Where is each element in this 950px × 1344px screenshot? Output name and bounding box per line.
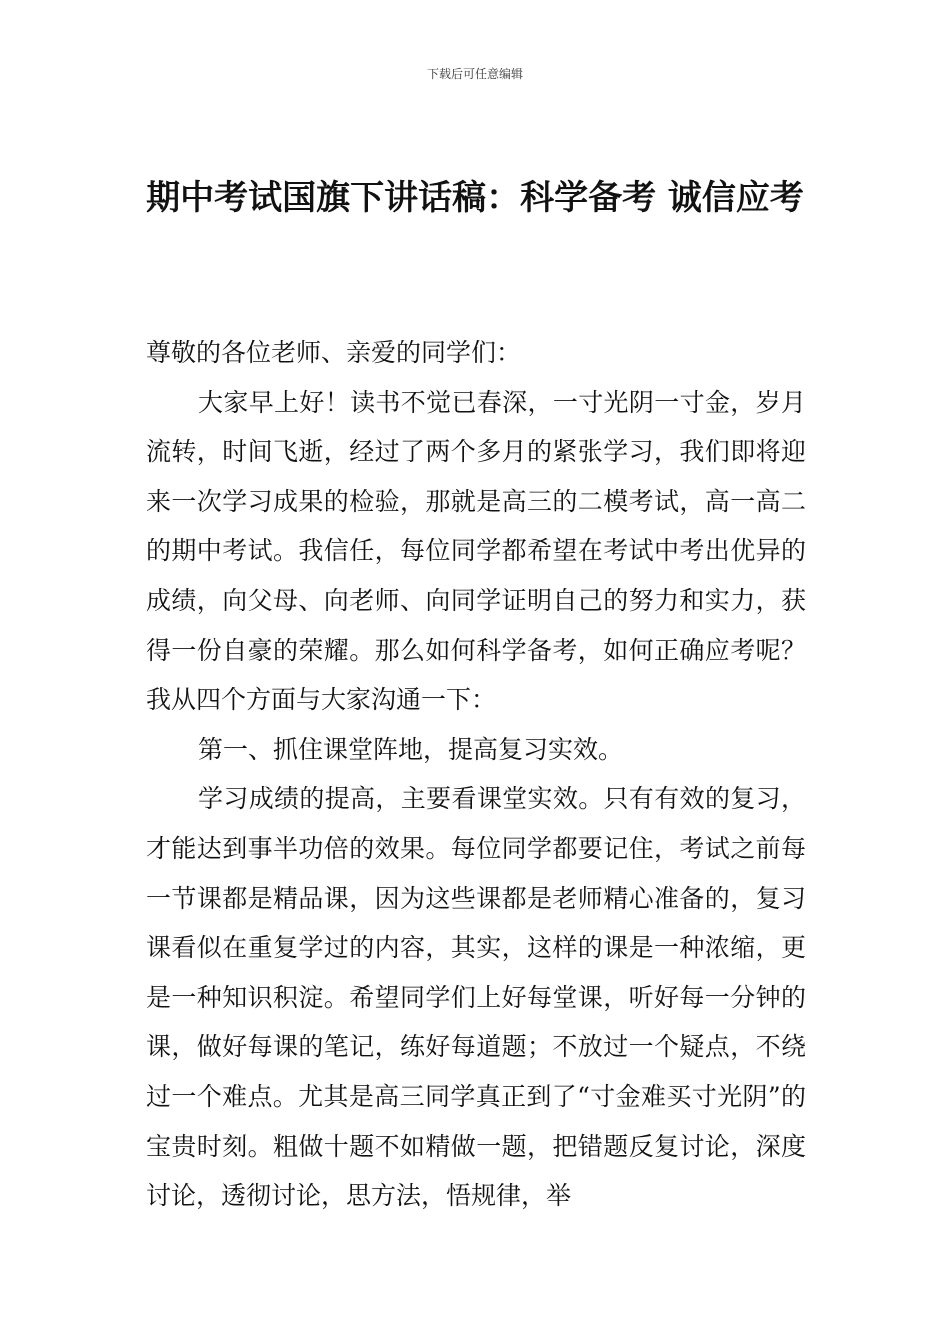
header-note: 下载后可任意编辑	[426, 67, 523, 81]
body-paragraph-1: 大家早上好！读书不觉已春深，一寸光阴一寸金，岁月流转，时间飞逝，经过了两个多月的紧张学习，我们即将迎来一次学习成果的检验，那就是高三的二模考试，高一高二的期中考试。我信任，每位同学都希望在考试中考出优异的成绩，向父母、向老师、向同学证明自己的努力和实力，获得一份自豪的荣耀。那么如何科学备考，如何正确应考呢？我从四个方面与大家沟通一下：	[146, 387, 806, 715]
greeting-paragraph: 尊敬的各位老师、亲爱的同学们：	[146, 338, 522, 367]
body-paragraph-3: 学习成绩的提高，主要看课堂实效。只有有效的复习，才能达到事半功倍的效果。每位同学都要记住，考试之前每一节课都是精品课，因为这些课都是老师精心准备的，复习课看似在重复学过的内容，其实，这样的课是一种浓缩，更是一种知识积淀。希望同学们上好每堂课，听好每一分钟的课，做好每课的笔记，练好每道题；不放过一个疑点，不绕过一个难点。尤其是高三同学真正到了“寸金难买寸光阴”的宝贵时刻。粗做十题不如精做一题，把错题反复讨论，深度讨论，透彻讨论，思方法，悟规律，举	[146, 784, 806, 1211]
body-paragraph-2: 第一、抓住课堂阵地，提高复习实效。	[198, 734, 624, 764]
document-body	[146, 328, 806, 1221]
document-title: 期中考试国旗下讲话稿：科学备考 诚信应考	[146, 178, 804, 218]
